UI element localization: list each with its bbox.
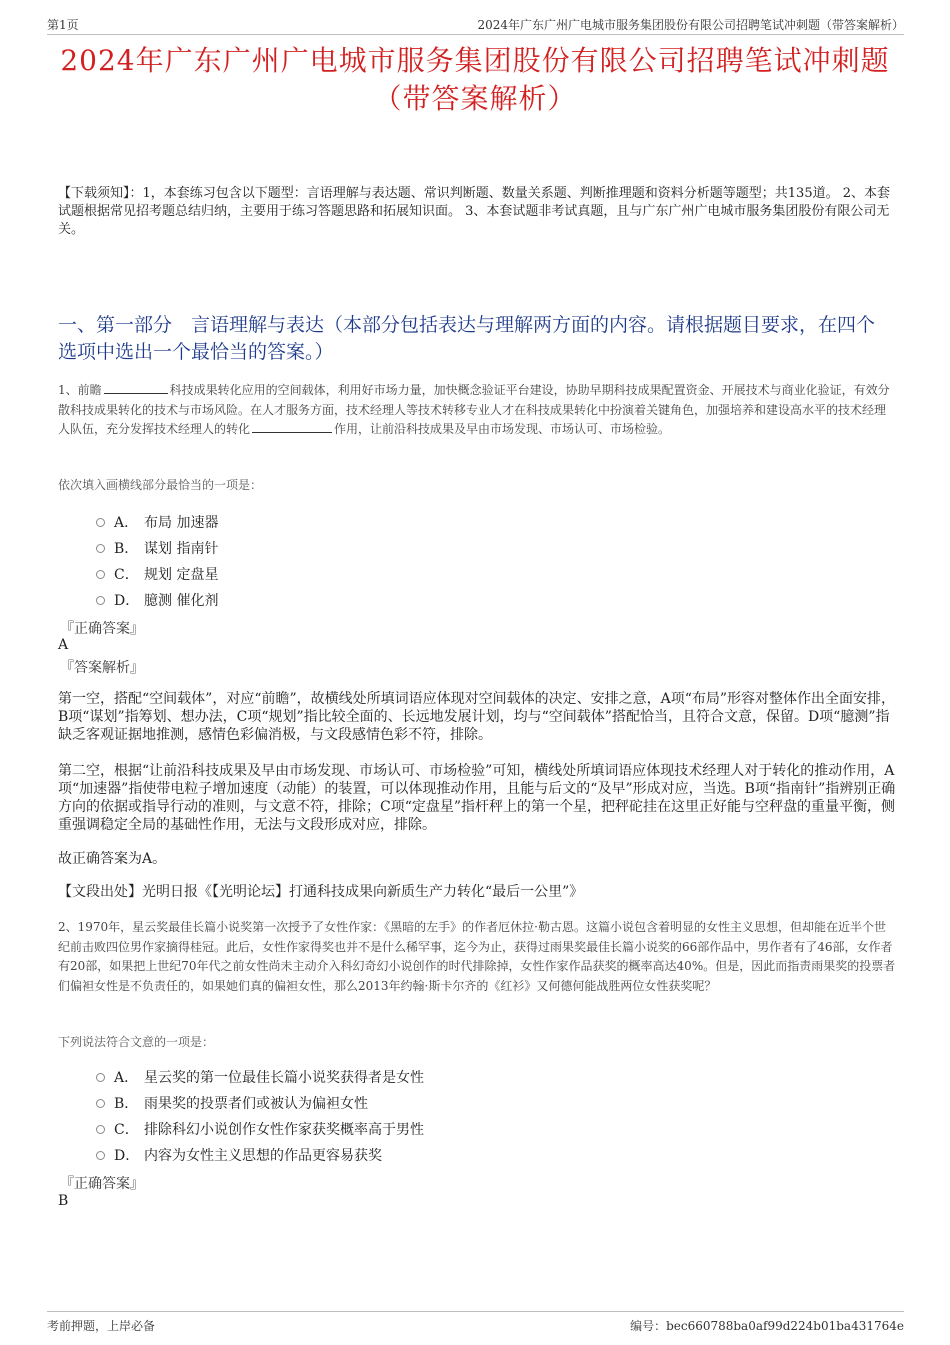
footer-slogan: 考前押题，上岸必备 [47, 1319, 156, 1333]
download-notice: 【下载须知】：1，本套练习包含以下题型：言语理解与表达题、常识判断题、数量关系题、判断推理题和资料分析题等题型；共135道。 2、本套试题根据常见招考题总结归纳，主要用于练习答题思路和拓展知识面。 3、本套试题非考试真题，且与广东广州广电城市服务集团股份有限公司无关。 [58, 186, 890, 237]
option-c[interactable] [96, 1116, 424, 1142]
option-text: 星云奖的第一位最佳长篇小说奖获得者是女性 [144, 1070, 424, 1086]
option-letter: B． [114, 541, 139, 557]
radio-icon[interactable] [96, 596, 105, 605]
fill-blank [252, 420, 332, 433]
question-1-part2: 科技成果转化应用的空间载体，利用好市场力量，加快概念验证平台建设，协助早期科技成果配置资金、开展技术与商业化验证，有效分散科技成果转化的技术与市场风险。在人才服务方面，技术经理人等技术转移专业人才在科技成果转化中扮演着关键角色，加强培养和建设高水平的技术经理人队伍，充分发挥技术经理人的转化 [58, 383, 890, 436]
header-doc-title: 2024年广东广州广电城市服务集团股份有限公司招聘笔试冲刺题（带答案解析） [477, 18, 904, 32]
option-a[interactable] [96, 509, 218, 535]
source-citation: 【文段出处】光明日报《【光明论坛】打通科技成果向新质生产力转化“最后一公里”》 [58, 884, 584, 900]
footer-doc-id: 编号：bec660788ba0af99d224b01ba431764e [630, 1319, 904, 1333]
option-c[interactable] [96, 561, 218, 587]
analysis-conclusion: 故正确答案为A。 [58, 851, 167, 867]
option-letter: D． [114, 593, 140, 609]
question-1-options [96, 509, 218, 613]
analysis-paragraph-2: 第二空，根据“让前沿科技成果及早由市场发现、市场认可、市场检验”可知，横线处所填词语应体现技术经理人对于转化的推动作用，A项“加速器”指使带电粒子增加速度（动能）的装置，可以体现推动作用，且能与后文的“及早”形成对应，当选。B项“指南针”指辨别正确方向的依据或指导行动的准则，与文意不符，排除；C项“定盘星”指杆秤上的第一个星，把秤砣挂在这里正好能与空秤盘的重量平衡，侧重强调稳定全局的基础性作用，无法与文段形成对应，排除。 [58, 763, 896, 833]
radio-icon[interactable] [96, 1151, 105, 1160]
answer-label: 『正确答案』 [60, 621, 144, 637]
analysis-label: 『答案解析』 [60, 660, 144, 676]
answer-value: A [58, 637, 69, 653]
option-text: 内容为女性主义思想的作品更容易获奖 [144, 1148, 382, 1164]
section-heading: 一、第一部分 言语理解与表达（本部分包括表达与理解两方面的内容。请根据题目要求，在四个选项中选出一个最恰当的答案。） [58, 314, 876, 363]
question-1-prompt: 依次填入画横线部分最恰当的一项是： [58, 478, 263, 492]
analysis-paragraph-1: 第一空，搭配“空间载体”，对应“前瞻”，故横线处所填词语应体现对空间载体的决定、安排之意，A项“布局”形容对整体作出全面安排，B项“谋划”指筹划、想办法，C项“规划”指比较全面的、长远地发展计划，均与“空间载体”搭配恰当，且符合文意，保留。D项“臆测”指缺乏客观证据地推测，感情色彩偏消极，与文段感情色彩不符，排除。 [58, 691, 896, 743]
question-2-text: 2、1970年，星云奖最佳长篇小说奖第一次授予了女性作家：《黑暗的左手》的作者厄休拉·勒古恩。这篇小说包含着明显的女性主义思想，但却能在近半个世纪前击败四位男作家摘得桂冠。此后，女性作家得奖也并不是什么稀罕事，迄今为止，获得过雨果奖最佳长篇小说奖的66部作品中，男作者有了46部，女作者有20部，如果把上世纪70年代之前女性尚未主动介入科幻奇幻小说创作的时代排除掉，女性作家作品获奖的概率高达40%。但是，因此而指责雨果奖的投票者们偏袒女性是不负责任的，如果她们真的偏袒女性，那么2013年约翰·斯卡尔齐的《红衫》又何德何能战胜两位女性获奖呢？ [58, 920, 896, 993]
option-letter: A． [114, 1070, 139, 1086]
option-text: 谋划 指南针 [144, 541, 219, 557]
option-d[interactable] [96, 1142, 424, 1168]
option-text: 雨果奖的投票者们或被认为偏袒女性 [144, 1096, 368, 1112]
option-text: 布局 加速器 [144, 515, 219, 531]
answer-value: B [58, 1193, 69, 1209]
question-2-options [96, 1064, 424, 1168]
option-text: 排除科幻小说创作女性作家获奖概率高于男性 [144, 1122, 424, 1138]
option-letter: C． [114, 1122, 139, 1138]
answer-label: 『正确答案』 [60, 1176, 144, 1192]
page-header [47, 12, 904, 35]
document-title: 2024年广东广州广电城市服务集团股份有限公司招聘笔试冲刺题（带答案解析） [60, 44, 890, 115]
option-b[interactable] [96, 1090, 424, 1116]
option-letter: C． [114, 567, 139, 583]
radio-icon[interactable] [96, 1073, 105, 1082]
page-number: 第1页 [47, 18, 79, 32]
question-1-text [58, 381, 896, 440]
option-letter: A． [114, 515, 139, 531]
radio-icon[interactable] [96, 518, 105, 527]
option-b[interactable] [96, 535, 218, 561]
fill-blank [104, 381, 168, 394]
option-text: 臆测 催化剂 [144, 593, 219, 609]
radio-icon[interactable] [96, 1099, 105, 1108]
radio-icon[interactable] [96, 570, 105, 579]
option-letter: B． [114, 1096, 139, 1112]
option-d[interactable] [96, 587, 218, 613]
question-1-part1: 1、前瞻 [58, 383, 102, 397]
option-text: 规划 定盘星 [144, 567, 219, 583]
radio-icon[interactable] [96, 544, 105, 553]
option-a[interactable] [96, 1064, 424, 1090]
page-footer [47, 1311, 904, 1336]
radio-icon[interactable] [96, 1125, 105, 1134]
question-1-part3: 作用，让前沿科技成果及早由市场发现、市场认可、市场检验。 [334, 422, 671, 436]
question-2-prompt: 下列说法符合文意的一项是： [58, 1035, 215, 1049]
option-letter: D． [114, 1148, 140, 1164]
